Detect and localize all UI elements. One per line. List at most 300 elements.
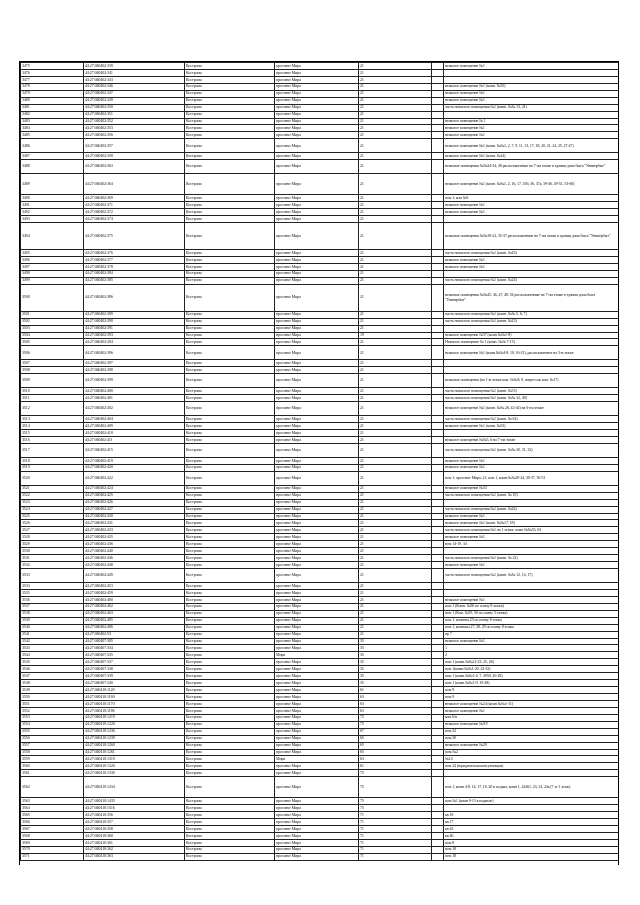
- street-cell: проспект Мира: [275, 506, 359, 513]
- row-number-cell: 3490: [21, 195, 84, 202]
- table-row: [21, 742, 619, 749]
- city-cell: Кострома: [185, 485, 275, 492]
- street-cell: проспект Мира: [275, 125, 359, 132]
- description-cell: [444, 805, 619, 812]
- description-cell: [444, 325, 619, 332]
- house-number-cell: 21: [359, 139, 432, 153]
- house-number-cell: 61: [359, 687, 432, 694]
- street-cell: проспект Мира: [275, 160, 359, 174]
- description-cell: нежилое помещение №1 (комн. №№1, 2, 16, 17, 33б, 36, 37а, 39-46, 49-51, 53-60): [444, 174, 619, 195]
- table-row: [21, 596, 619, 603]
- mark-cell: [432, 645, 444, 652]
- street-cell: проспект Мира: [275, 832, 359, 839]
- mark-cell: [432, 69, 444, 76]
- mark-cell: [432, 853, 444, 860]
- street-cell: проспект Мира: [275, 223, 359, 250]
- cadastral-number-cell: 44:27:040402:430: [84, 513, 185, 520]
- cadastral-number-cell: 44:27:040402:399: [84, 374, 185, 388]
- description-cell: пом 1 (Ком. №55, 56 по плану 5 этажа): [444, 610, 619, 617]
- row-number-cell: 3497: [21, 263, 84, 270]
- description-cell: нежилое помещение №1: [444, 513, 619, 520]
- description-cell: [444, 367, 619, 374]
- city-cell: Кострома: [185, 284, 275, 311]
- city-cell: Кострома: [185, 457, 275, 464]
- table-row: [21, 589, 619, 596]
- description-cell: пом 1 (комн.№№1-4, 7, 4950, 26-28): [444, 673, 619, 680]
- city-cell: Кострома: [185, 346, 275, 360]
- table-row: [21, 555, 619, 562]
- city-cell: Кострома: [185, 209, 275, 216]
- row-number-cell: 3559: [21, 756, 84, 763]
- table-row: [21, 416, 619, 423]
- street-cell: проспект Мира: [275, 202, 359, 209]
- mark-cell: [432, 839, 444, 846]
- table-row: [21, 125, 619, 132]
- mark-cell: [432, 513, 444, 520]
- table-row: [21, 853, 619, 860]
- mark-cell: [432, 694, 444, 701]
- description-cell: нежилое помещение № 1: [444, 118, 619, 125]
- row-number-cell: 3477: [21, 76, 84, 83]
- house-number-cell: 21: [359, 97, 432, 104]
- cadastral-number-cell: 44:27:040402:420: [84, 464, 185, 471]
- table-row: [21, 311, 619, 318]
- table-row: [21, 160, 619, 174]
- street-cell: проспект Мира: [275, 153, 359, 160]
- table-row: [21, 652, 619, 659]
- city-cell: Кострома: [185, 520, 275, 527]
- row-number-cell: 3507: [21, 360, 84, 367]
- street-cell: проспект Мира: [275, 839, 359, 846]
- table-row: [21, 520, 619, 527]
- cadastral-number-cell: 44:27:040410:1261: [84, 749, 185, 756]
- table-row: [21, 284, 619, 311]
- mark-cell: [432, 118, 444, 125]
- street-cell: проспект Мира: [275, 464, 359, 471]
- cadastral-number-cell: 44:27:040402:351: [84, 111, 185, 118]
- street-cell: проспект Мира: [275, 714, 359, 721]
- street-cell: проспект Мира: [275, 735, 359, 742]
- cadastral-number-cell: 44:27:040402:422: [84, 471, 185, 485]
- mark-cell: [432, 735, 444, 742]
- cadastral-number-cell: 44:27:040402:396: [84, 346, 185, 360]
- city-cell: Кострома: [185, 513, 275, 520]
- house-number-cell: 21: [359, 395, 432, 402]
- row-number-cell: 3512: [21, 402, 84, 416]
- table-row: [21, 839, 619, 846]
- table-row: [21, 76, 619, 83]
- description-cell: нежилое помещение №29: [444, 742, 619, 749]
- street-cell: проспект Мира: [275, 118, 359, 125]
- house-number-cell: 21: [359, 555, 432, 562]
- house-number-cell: 61: [359, 763, 432, 770]
- description-cell: пом 18: [444, 853, 619, 860]
- cadastral-number-cell: 44:27:040407:335: [84, 652, 185, 659]
- row-number-cell: 3554: [21, 721, 84, 728]
- description-cell: [444, 216, 619, 223]
- cadastral-number-cell: 44:27:040402:378: [84, 263, 185, 270]
- mark-cell: [432, 153, 444, 160]
- mark-cell: [432, 270, 444, 277]
- house-number-cell: 21: [359, 367, 432, 374]
- table-row: [21, 223, 619, 250]
- street-cell: проспект Мира: [275, 846, 359, 853]
- cadastral-number-cell: 44:27:040410:1219: [84, 714, 185, 721]
- city-cell: Кострома: [185, 541, 275, 548]
- row-number-cell: 3508: [21, 367, 84, 374]
- cadastral-number-cell: 44:27:040402:375: [84, 223, 185, 250]
- description-cell: [444, 430, 619, 437]
- mark-cell: [432, 763, 444, 770]
- street-cell: проспект Мира: [275, 749, 359, 756]
- description-cell: [444, 589, 619, 596]
- street-cell: проспект Мира: [275, 346, 359, 360]
- table-row: [21, 318, 619, 325]
- mark-cell: [432, 139, 444, 153]
- description-cell: нежилое помещение №1 (комн. №35): [444, 83, 619, 90]
- table-row: [21, 513, 619, 520]
- table-row: [21, 812, 619, 819]
- house-number-cell: 21: [359, 111, 432, 118]
- row-number-cell: 3541: [21, 631, 84, 638]
- house-number-cell: 21: [359, 160, 432, 174]
- description-cell: часть нежилого помещения №1 (комн. №№ 12, 14, 17): [444, 569, 619, 583]
- row-number-cell: 3571: [21, 853, 84, 860]
- table-row: [21, 666, 619, 673]
- table-row: [21, 132, 619, 139]
- house-number-cell: 19: [359, 332, 432, 339]
- cadastral-number-cell: 44:27:040410:356: [84, 812, 185, 819]
- street-cell: проспект Мира: [275, 139, 359, 153]
- description-cell: пом.№2: [444, 749, 619, 756]
- mark-cell: [432, 395, 444, 402]
- street-cell: проспект Мира: [275, 721, 359, 728]
- city-cell: Кострома: [185, 471, 275, 485]
- house-number-cell: 71: [359, 839, 432, 846]
- mark-cell: [432, 457, 444, 464]
- description-cell: нежилое помещение №1: [444, 464, 619, 471]
- cadastral-number-cell: 44:27:040402:363: [84, 160, 185, 174]
- street-cell: проспект Мира: [275, 263, 359, 270]
- table-row: [21, 174, 619, 195]
- mark-cell: [432, 777, 444, 798]
- description-cell: часть нежилого помещения №1 (комн. №№ 32, 49): [444, 395, 619, 402]
- description-cell: пом №1 (комн 9-13 в подвале): [444, 798, 619, 805]
- street-cell: проспект Мира: [275, 104, 359, 111]
- city-cell: Кострома: [185, 250, 275, 257]
- mark-cell: [432, 652, 444, 659]
- table-row: [21, 97, 619, 104]
- registry-body: [21, 63, 619, 861]
- mark-cell: [432, 311, 444, 318]
- city-cell: Кострома: [185, 714, 275, 721]
- house-number-cell: 21: [359, 284, 432, 311]
- street-cell: проспект Мира: [275, 805, 359, 812]
- row-number-cell: 3544: [21, 652, 84, 659]
- row-number-cell: 3524: [21, 506, 84, 513]
- city-cell: Кострома: [185, 555, 275, 562]
- house-number-cell: 21: [359, 223, 432, 250]
- house-number-cell: 63: [359, 707, 432, 714]
- house-number-cell: 21: [359, 202, 432, 209]
- cadastral-number-cell: 44:27:040402:371: [84, 202, 185, 209]
- table-row: [21, 541, 619, 548]
- city-cell: Кострома: [185, 270, 275, 277]
- cadastral-number-cell: 44:27:040402:350: [84, 104, 185, 111]
- cadastral-number-cell: 44:27:040407:338: [84, 666, 185, 673]
- street-cell: проспект Мира: [275, 402, 359, 416]
- row-number-cell: 3504: [21, 332, 84, 339]
- street-cell: проспект Мира: [275, 728, 359, 735]
- city-cell: Кострома: [185, 104, 275, 111]
- city-cell: Кострома: [185, 832, 275, 839]
- table-row: [21, 819, 619, 826]
- house-number-cell: 35: [359, 645, 432, 652]
- city-cell: Кострома: [185, 826, 275, 833]
- mark-cell: [432, 160, 444, 174]
- street-cell: проспект Мира: [275, 603, 359, 610]
- street-cell: проспект Мира: [275, 666, 359, 673]
- table-row: [21, 443, 619, 457]
- city-cell: Кострома: [185, 673, 275, 680]
- city-cell: Кострома: [185, 90, 275, 97]
- city-cell: Кострома: [185, 721, 275, 728]
- city-cell: Кострома: [185, 367, 275, 374]
- street-cell: проспект Мира: [275, 555, 359, 562]
- description-cell: нежилое помещение №1: [444, 707, 619, 714]
- row-number-cell: 3517: [21, 443, 84, 457]
- house-number-cell: 21: [359, 209, 432, 216]
- house-number-cell: 71: [359, 826, 432, 833]
- city-cell: Кострома: [185, 216, 275, 223]
- table-row: [21, 624, 619, 631]
- mark-cell: [432, 250, 444, 257]
- mark-cell: [432, 332, 444, 339]
- cadastral-number-cell: 44:27:040402:374: [84, 216, 185, 223]
- row-number-cell: 3530: [21, 548, 84, 555]
- city-cell: Кострома: [185, 388, 275, 395]
- description-cell: [444, 111, 619, 118]
- house-number-cell: 21: [359, 499, 432, 506]
- cadastral-number-cell: 44:27:040402:431: [84, 520, 185, 527]
- street-cell: проспект Мира: [275, 589, 359, 596]
- table-row: [21, 721, 619, 728]
- description-cell: часть нежилого помещения №1 (комн. №24): [444, 506, 619, 513]
- cadastral-number-cell: 44:27:040402:446: [84, 555, 185, 562]
- house-number-cell: 35: [359, 680, 432, 687]
- city-cell: Кострома: [185, 583, 275, 590]
- city-cell: Кострома: [185, 423, 275, 430]
- table-row: [21, 263, 619, 270]
- cadastral-number-cell: 44:27:040410:1434: [84, 777, 185, 798]
- house-number-cell: 75: [359, 777, 432, 798]
- description-cell: [444, 270, 619, 277]
- row-number-cell: 3492: [21, 209, 84, 216]
- row-number-cell: 3483: [21, 118, 84, 125]
- description-cell: [444, 76, 619, 83]
- city-cell: Кострома: [185, 160, 275, 174]
- mark-cell: [432, 555, 444, 562]
- house-number-cell: 71: [359, 853, 432, 860]
- house-number-cell: 21: [359, 118, 432, 125]
- cadastral-number-cell: 44:27:040402:401: [84, 395, 185, 402]
- cadastral-number-cell: 44:27:040402:397: [84, 360, 185, 367]
- mark-cell: [432, 770, 444, 777]
- description-cell: часть нежилого помещения №1 на 1 этаже, комн №№53, 63: [444, 527, 619, 534]
- description-cell: [444, 583, 619, 590]
- table-row: [21, 216, 619, 223]
- table-row: [21, 209, 619, 216]
- city-cell: Кострома: [185, 645, 275, 652]
- cadastral-number-cell: 44:27:040402:346: [84, 83, 185, 90]
- mark-cell: [432, 492, 444, 499]
- row-number-cell: 3562: [21, 777, 84, 798]
- house-number-cell: 75: [359, 714, 432, 721]
- row-number-cell: 3546: [21, 666, 84, 673]
- house-number-cell: 21: [359, 548, 432, 555]
- description-cell: 1: [444, 645, 619, 652]
- table-row: [21, 395, 619, 402]
- mark-cell: [432, 97, 444, 104]
- row-number-cell: 3511: [21, 395, 84, 402]
- city-cell: Кострома: [185, 819, 275, 826]
- cadastral-number-cell: 44:27:040402:435: [84, 534, 185, 541]
- row-number-cell: 3503: [21, 325, 84, 332]
- description-cell: пом 1, комн 4-8, 14, 17, 18, 20 и подвал, комн 1, 42461, 23, 24, 24а (7 эт 1 этаж): [444, 777, 619, 798]
- description-cell: кв 18: [444, 812, 619, 819]
- city-cell: Кострома: [185, 499, 275, 506]
- description-cell: часть нежилого помещения №1 (комн. № 62): [444, 416, 619, 423]
- cadastral-number-cell: 44:27:040402:398: [84, 367, 185, 374]
- mark-cell: [432, 624, 444, 631]
- table-row: [21, 700, 619, 707]
- street-cell: проспект Мира: [275, 645, 359, 652]
- house-number-cell: 35: [359, 652, 432, 659]
- mark-cell: [432, 798, 444, 805]
- city-cell: Кострома: [185, 846, 275, 853]
- row-number-cell: 3560: [21, 763, 84, 770]
- cadastral-number-cell: 44:27:040410:363: [84, 853, 185, 860]
- table-row: [21, 339, 619, 346]
- table-row: [21, 749, 619, 756]
- city-cell: Кострома: [185, 687, 275, 694]
- row-number-cell: 3565: [21, 812, 84, 819]
- row-number-cell: 3500: [21, 284, 84, 311]
- row-number-cell: 3516: [21, 436, 84, 443]
- street-cell: проспект Мира: [275, 195, 359, 202]
- mark-cell: [432, 749, 444, 756]
- description-cell: [444, 360, 619, 367]
- description-cell: нежилое помещение №1: [444, 263, 619, 270]
- table-row: [21, 277, 619, 284]
- street-cell: проспект Мира: [275, 111, 359, 118]
- table-row: [21, 83, 619, 90]
- cadastral-number-cell: 44:27:040407:305: [84, 638, 185, 645]
- city-cell: Кострома: [185, 63, 275, 70]
- description-cell: пом.32: [444, 728, 619, 735]
- house-number-cell: 21: [359, 610, 432, 617]
- house-number-cell: 21: [359, 250, 432, 257]
- cadastral-number-cell: 44:27:040410:1220: [84, 721, 185, 728]
- description-cell: нежилое помещение №1: [444, 534, 619, 541]
- row-number-cell: 3480: [21, 97, 84, 104]
- street-cell: проспект Мира: [275, 132, 359, 139]
- description-cell: нежилое помещение №1: [444, 209, 619, 216]
- table-row: [21, 492, 619, 499]
- table-row: [21, 562, 619, 569]
- cadastral-number-cell: 44:27:040402:462: [84, 603, 185, 610]
- house-number-cell: 21: [359, 430, 432, 437]
- row-number-cell: 3551: [21, 700, 84, 707]
- row-number-cell: 3519: [21, 464, 84, 471]
- cadastral-number-cell: 44:27:040402:376: [84, 250, 185, 257]
- table-row: [21, 756, 619, 763]
- description-cell: ком б/н: [444, 714, 619, 721]
- mark-cell: [432, 631, 444, 638]
- house-number-cell: 21: [359, 513, 432, 520]
- description-cell: нежилое помещение №1: [444, 562, 619, 569]
- cadastral-number-cell: 44:27:040402:353: [84, 125, 185, 132]
- house-number-cell: 21: [359, 436, 432, 443]
- house-number-cell: 21: [359, 69, 432, 76]
- mark-cell: [432, 659, 444, 666]
- cadastral-number-cell: 44:27:040402:389: [84, 311, 185, 318]
- row-number-cell: 3518: [21, 457, 84, 464]
- house-number-cell: 21: [359, 569, 432, 583]
- cadastral-number-cell: 44:27:040402:427: [84, 506, 185, 513]
- table-row: [21, 423, 619, 430]
- description-cell: нежилое помещение №№5, 6 на 7-ом этаже: [444, 436, 619, 443]
- description-cell: нежилое помещение №1 (комн. №24): [444, 153, 619, 160]
- house-number-cell: 21: [359, 492, 432, 499]
- street-cell: проспект Мира: [275, 638, 359, 645]
- street-cell: проспект Мира: [275, 596, 359, 603]
- street-cell: проспект Мира: [275, 174, 359, 195]
- description-cell: нежилое помещение №1: [444, 132, 619, 139]
- row-number-cell: 3513: [21, 416, 84, 423]
- cadastral-number-cell: 44:27:040410:1260: [84, 742, 185, 749]
- city-cell: Кострома: [185, 83, 275, 90]
- table-row: [21, 270, 619, 277]
- street-cell: проспект Мира: [275, 562, 359, 569]
- row-number-cell: 3567: [21, 826, 84, 833]
- house-number-cell: 21: [359, 63, 432, 70]
- cadastral-number-cell: 44:27:040410:1186: [84, 707, 185, 714]
- row-number-cell: 3569: [21, 839, 84, 846]
- cadastral-number-cell: 44:27:040402:384: [84, 270, 185, 277]
- table-row: [21, 777, 619, 798]
- row-number-cell: 3493: [21, 216, 84, 223]
- city-cell: Кострома: [185, 256, 275, 263]
- description-cell: нежилое помещение №1: [444, 256, 619, 263]
- table-row: [21, 90, 619, 97]
- house-number-cell: 21: [359, 617, 432, 624]
- description-cell: нежилое помещение №1: [444, 457, 619, 464]
- mark-cell: [432, 464, 444, 471]
- mark-cell: [432, 485, 444, 492]
- description-cell: Нежилое помещение № 1 (комн. №№ 7-15): [444, 339, 619, 346]
- description-cell: часть нежилого помещения №1 (комн. №№ 13, 41): [444, 104, 619, 111]
- house-number-cell: 21: [359, 360, 432, 367]
- description-cell: пом 9: [444, 687, 619, 694]
- row-number-cell: 3484: [21, 125, 84, 132]
- mark-cell: [432, 104, 444, 111]
- street-cell: проспект Мира: [275, 69, 359, 76]
- house-number-cell: 21: [359, 346, 432, 360]
- mark-cell: [432, 223, 444, 250]
- mark-cell: [432, 812, 444, 819]
- mark-cell: [432, 534, 444, 541]
